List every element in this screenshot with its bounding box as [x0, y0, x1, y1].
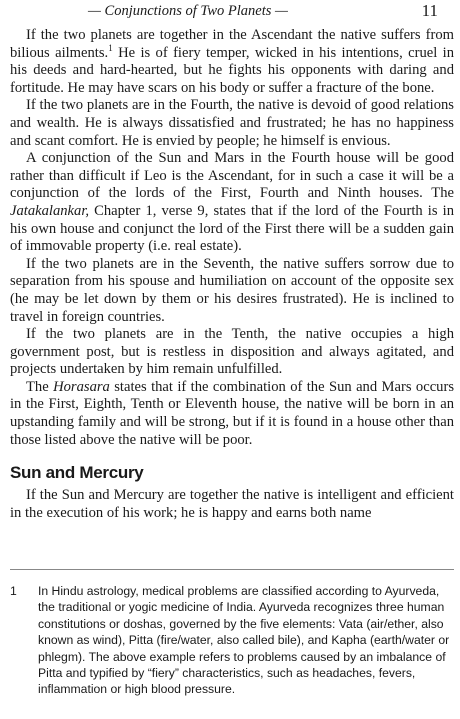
footnote-reference[interactable]: 1 — [108, 42, 113, 53]
page-number: 11 — [421, 1, 438, 20]
paragraph-text: He is of fiery temper, wicked in his intentions, cruel in his deeds and hard-hearted, but he fights his opponents with daring and fortitude. He may have scars on his body or suffer a fracture of the bone. — [10, 44, 454, 96]
paragraph-text: Chapter 1, verse 9, states that if the lord of the Fourth is in his own house and conjunct the lord of the First there will be a sudden gain of immovable property (i.e. real estate). — [10, 202, 454, 255]
footnote-number: 1 — [10, 584, 17, 598]
paragraph-text: A conjunction of the Sun and Mars in the Fourth house will be good rather than difficult if Leo is the Ascendant, for in such a case it will be a conjunction of the lords of the First, Fourth and Ninth houses. The — [10, 150, 454, 202]
paragraph-fourth: If the two planets are in the Fourth, the native is devoid of good relations and wealth. He is always dissatisfied and frustrated; he has no happiness and scant comfort. He is envied by people; he himself is envious. — [10, 97, 454, 149]
running-head: — Conjunctions of Two Planets — — [88, 3, 288, 19]
book-title-horasara: Horasara — [53, 378, 110, 395]
paragraph-sun-mercury: If the Sun and Mercury are together the native is intelligent and efficient in the execution of his work; he is happy and earns both name — [10, 487, 454, 521]
paragraph-leo-ascendant — [10, 150, 454, 256]
paragraph-text: The — [26, 378, 54, 395]
page-header — [0, 3, 460, 25]
footnote-text: In Hindu astrology, medical problems are classified according to Ayurveda, the traditional or yogic medicine of India. Ayurveda recognizes three human constitutions or doshas, governed by the five elements: Vata (air/ether, also known as wind), Pitta (fire/water, also called bile), and Kapha (earth/water or phlegm). The above example refers to problems caused by an imbalance of Pitta and typified by “fiery” characteristics, such as headaches, fevers, inflammation or high blood pressure. — [38, 584, 450, 697]
footnote — [10, 583, 454, 698]
paragraph-horasara — [10, 379, 454, 449]
paragraph-ascendant — [10, 27, 454, 97]
footnote-divider — [10, 569, 454, 570]
book-title-jatakalankar: Jatakalankar, — [10, 202, 90, 219]
paragraph-tenth: If the two planets are in the Tenth, the native occupies a high government post, but is restless in disposition and always agitated, and projects undertaken by him remain unfulfilled. — [10, 326, 454, 378]
paragraph-seventh: If the two planets are in the Seventh, the native suffers sorrow due to separation from his spouse and humiliation on account of the opposite sex (he may be let down by them or his desires frustrated). He is inclined to travel in foreign countries. — [10, 255, 454, 325]
page-body — [10, 27, 454, 522]
paragraph-text: If the two planets are together in the Ascendant the native suffers from bilious ailments. — [10, 27, 454, 61]
paragraph-text: states that if the combination of the Sun and Mars occurs in the First, Eighth, Tenth or Eleventh house, the native will be born in an upstanding family and will be strong, but if it is found in a house other than those listed above the native will be poor. — [10, 378, 455, 448]
section-heading: Sun and Mercury — [10, 463, 144, 483]
